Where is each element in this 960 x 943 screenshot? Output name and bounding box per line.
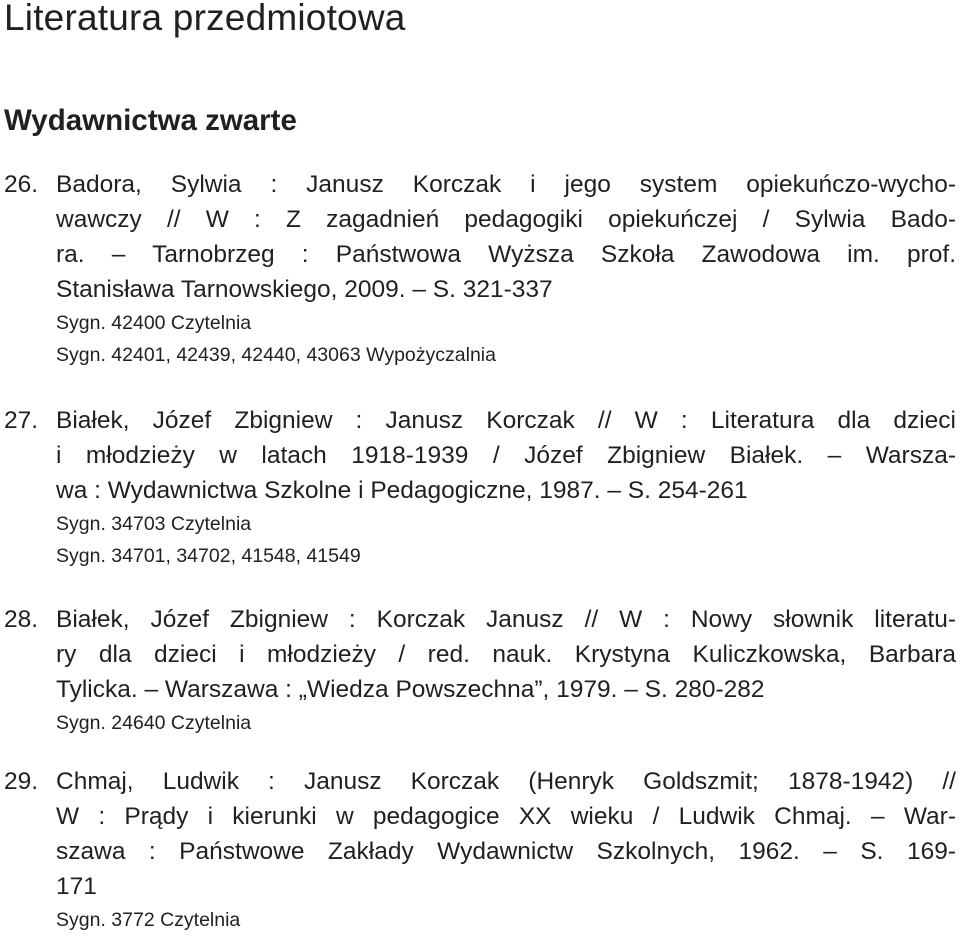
entry-line: ra. – Tarnobrzeg : Państwowa Wyższa Szkoła Zawodowa im. prof.	[56, 241, 956, 268]
entry-text: Chmaj, Ludwik : Janusz Korczak (Henryk Goldszmit; 1878-1942) //	[56, 768, 956, 795]
call-number: Sygn. 42400 Czytelnia	[56, 312, 252, 334]
entry-line: i młodzieży w latach 1918-1939 / Józef Zbigniew Białek. – Warsza-	[56, 442, 956, 469]
call-number: Sygn. 34701, 34702, 41548, 41549	[56, 545, 361, 567]
section-title: Wydawnictwa zwarte	[4, 104, 297, 137]
entry-line	[4, 167, 956, 202]
entry-line: Tylicka. – Warszawa : „Wiedza Powszechna”, 1979. – S. 280-282	[56, 676, 765, 703]
entry-number: 27.	[4, 407, 39, 434]
entry-number: 29.	[4, 768, 39, 795]
page-title: Literatura przedmiotowa	[4, 0, 406, 38]
bibliography-entry-27	[4, 403, 956, 572]
bibliography-entry-26	[4, 167, 956, 371]
entry-line	[4, 602, 956, 637]
call-number: Sygn. 3772 Czytelnia	[56, 909, 241, 931]
entry-line: Stanisława Tarnowskiego, 2009. – S. 321-337	[56, 276, 553, 303]
entry-text: Badora, Sylwia : Janusz Korczak i jego system opiekuńczo-wycho-	[56, 171, 956, 198]
entry-line: 171	[56, 873, 97, 900]
entry-text: Białek, Józef Zbigniew : Korczak Janusz // W : Nowy słownik literatu-	[56, 606, 956, 633]
call-number: Sygn. 34703 Czytelnia	[56, 513, 252, 535]
entry-line	[4, 764, 956, 799]
entry-line	[4, 403, 956, 438]
call-number: Sygn. 42401, 42439, 42440, 43063 Wypożyczalnia	[56, 344, 496, 366]
entry-line: wawczy // W : Z zagadnień pedagogiki opiekuńczej / Sylwia Bado-	[56, 206, 956, 233]
call-number: Sygn. 24640 Czytelnia	[56, 712, 252, 734]
entry-line: W : Prądy i kierunki w pedagogice XX wieku / Ludwik Chmaj. – War-	[56, 803, 956, 830]
entry-line: szawa : Państwowe Zakłady Wydawnictw Szkolnych, 1962. – S. 169-	[56, 838, 956, 865]
bibliography-entry-29	[4, 764, 956, 936]
bibliography-entry-28	[4, 602, 956, 739]
entry-text: Białek, Józef Zbigniew : Janusz Korczak // W : Literatura dla dzieci	[56, 407, 956, 434]
entry-line: wa : Wydawnictwa Szkolne i Pedagogiczne, 1987. – S. 254-261	[56, 477, 748, 504]
entry-number: 26.	[4, 171, 39, 198]
entry-number: 28.	[4, 606, 39, 633]
entry-line: ry dla dzieci i młodzieży / red. nauk. Krystyna Kuliczkowska, Barbara	[56, 641, 956, 668]
